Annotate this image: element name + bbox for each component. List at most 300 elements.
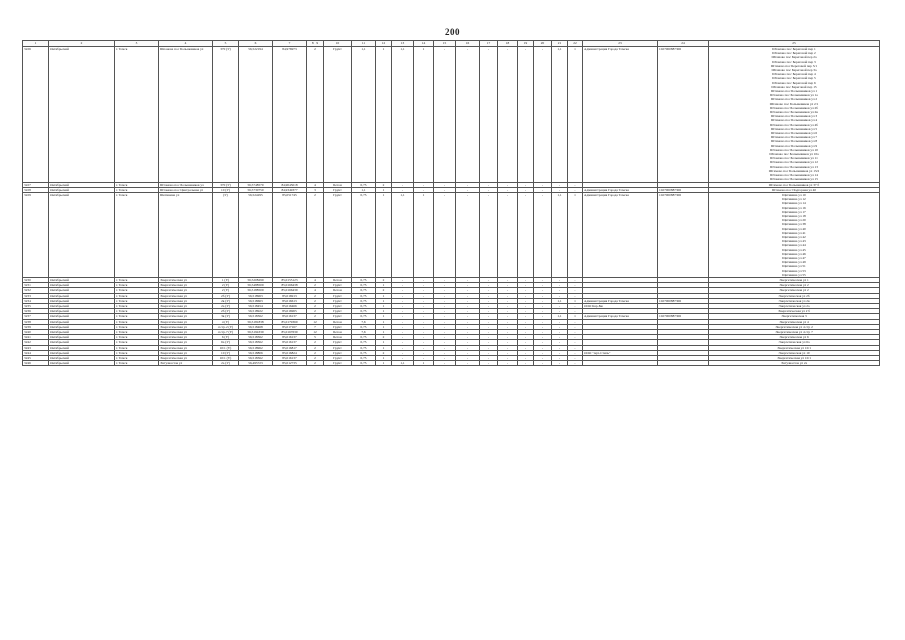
table-cell: - — [518, 350, 534, 355]
table-cell: 1,1 — [392, 47, 414, 183]
table-cell: - — [534, 356, 552, 361]
table-cell: 1027000887306 — [658, 298, 709, 303]
address-item: Штамово пос Большевиков ул 2в — [770, 110, 818, 115]
table-cell: 1 — [414, 47, 434, 183]
address-item: Штамово пос Большевиков ул 3 — [770, 114, 818, 119]
table-cell: 1 — [414, 361, 434, 366]
table-cell: 1 — [376, 345, 392, 350]
table-cell: - — [456, 340, 480, 345]
table-cell: Октябрьский — [49, 314, 115, 319]
table-cell: Октябрьский — [49, 288, 115, 293]
table-cell: 3227 — [23, 182, 49, 187]
address-item: Энергетическая ул 2в — [778, 298, 810, 303]
address-item: Энергетическая 3 — [781, 314, 807, 319]
table-cell: - — [518, 182, 534, 187]
table-cell: 0,75 — [352, 288, 376, 293]
table-cell: 85,016137 — [273, 335, 307, 340]
table-cell: 12 — [307, 330, 324, 335]
table-cell: г. Томск — [115, 47, 159, 183]
table-cell: - — [392, 319, 414, 324]
address-item: Штамово пос Береговой пер 2а — [771, 55, 817, 60]
table-cell: - — [414, 303, 434, 308]
table-cell: - — [480, 303, 498, 308]
table-cell: - — [498, 356, 518, 361]
table-cell: Энергетическая ул — [159, 298, 213, 303]
table-cell: - — [568, 324, 583, 329]
table-cell: - — [392, 283, 414, 288]
address-item: Штамово пос Большевиков ул 4б — [770, 122, 818, 127]
address-item: Энергетическая ул 4 — [779, 319, 809, 324]
table-cell: г. Томск — [115, 350, 159, 355]
table-cell: - — [480, 356, 498, 361]
table-cell: Октябрьский — [49, 345, 115, 350]
table-cell: 2б (У) — [213, 309, 239, 314]
address-item: Щетинина ул 49 — [782, 260, 806, 265]
table-cell: - — [518, 288, 534, 293]
table-cell: Октябрьский — [49, 324, 115, 329]
table-cell: - — [480, 335, 498, 340]
address-item: Щетинина ул 41 — [782, 230, 806, 235]
table-cell: - — [392, 330, 414, 335]
table-cell: 3239 — [23, 324, 49, 329]
table-cell: Грунт — [324, 47, 352, 183]
table-cell: 1 — [376, 324, 392, 329]
table-row — [23, 361, 880, 366]
address-item: Щетинина ул 46 — [782, 251, 806, 256]
table-cell: Энергетическая ул — [159, 277, 213, 282]
table-cell: - — [480, 298, 498, 303]
table-cell: Энергетическая ул — [159, 283, 213, 288]
table-cell: 2 — [376, 182, 392, 187]
table-cell: - — [534, 330, 552, 335]
table-cell: 0,75 — [352, 309, 376, 314]
table-cell: 56,518663 — [239, 298, 273, 303]
table-cell: Октябрьский — [49, 303, 115, 308]
address-item: Штамово пос Подгорная ул 40 — [771, 187, 817, 192]
table-cell: г. Томск — [115, 277, 159, 282]
table-cell: Грунт — [324, 361, 352, 366]
table-cell: 85,016137 — [273, 340, 307, 345]
address-item: Энергетическая ул 6а — [778, 340, 810, 345]
table-cell: Штамово пос Центральная ул — [159, 187, 213, 192]
table-cell: - — [392, 340, 414, 345]
table-row — [23, 47, 880, 183]
table-cell: Бетон — [324, 277, 352, 282]
table-cell: - — [498, 303, 518, 308]
table-cell: Энергетическая ул — [159, 356, 213, 361]
table-cell: 56,518922 — [239, 309, 273, 314]
page-number: 200 — [445, 27, 460, 37]
table-cell: - — [392, 288, 414, 293]
table-cell: 2 — [307, 283, 324, 288]
column-header: 7 — [273, 41, 307, 47]
table-cell: - — [434, 324, 456, 329]
address-item: Штамово пос Большевиков ул 1 — [770, 89, 818, 94]
table-cell: - — [568, 288, 583, 293]
table-cell: 1,1 — [552, 47, 568, 183]
table-cell: 1 — [376, 361, 392, 366]
table-cell: 3241 — [23, 335, 49, 340]
table-cell: - — [534, 283, 552, 288]
table-cell: - — [434, 361, 456, 366]
table-cell: - — [480, 361, 498, 366]
table-cell: Администрация Города Томска — [583, 298, 658, 303]
table-cell: 56,518362 — [239, 340, 273, 345]
table-cell: 1 — [376, 187, 392, 192]
table-cell — [658, 361, 709, 366]
table-cell: 1 — [376, 293, 392, 298]
address-item: Энергетическая ул 6 — [779, 335, 809, 340]
table-cell: Администрация Города Томска — [583, 47, 658, 183]
table-cell: 2 — [307, 293, 324, 298]
table-body — [23, 47, 880, 366]
table-cell: - — [414, 277, 434, 282]
table-cell: 56,518962 — [239, 345, 273, 350]
table-cell: Октябрьский — [49, 319, 115, 324]
table-cell: Бетон — [324, 182, 352, 187]
table-cell: - — [568, 356, 583, 361]
table-cell: - — [534, 192, 552, 277]
table-cell: Октябрьский — [49, 182, 115, 187]
table-cell: 3233 — [23, 293, 49, 298]
address-item: Штамово пос Береговой пер 1 — [772, 47, 816, 51]
table-cell: 0,75 — [352, 298, 376, 303]
column-header: 8 — [311, 41, 314, 45]
table-cell: 56,518468 — [239, 324, 273, 329]
table-cell: - — [392, 303, 414, 308]
table-cell: 0,75 — [352, 283, 376, 288]
address-item: Штамово пос Большевиков ул 10 — [770, 147, 818, 152]
table-cell: 3234 — [23, 298, 49, 303]
table-cell: г. Томск — [115, 314, 159, 319]
table-cell: - — [552, 324, 568, 329]
table-cell: - — [568, 303, 583, 308]
table-cell: - — [518, 277, 534, 282]
table-cell: - — [414, 340, 434, 345]
table-cell: 7,6 — [352, 330, 376, 335]
table-cell: 2а (У) — [213, 303, 239, 308]
table-cell: - — [498, 324, 518, 329]
table-cell: 1027000887306 — [658, 187, 709, 192]
table-cell: - — [414, 356, 434, 361]
table-cell: 0,75 — [352, 335, 376, 340]
table-cell: - — [498, 309, 518, 314]
table-cell: - — [434, 283, 456, 288]
table-cell: - — [456, 314, 480, 319]
table-cell: - — [552, 345, 568, 350]
table-cell: - — [534, 350, 552, 355]
table-cell: - — [534, 324, 552, 329]
table-cell: 84,976973 — [273, 47, 307, 183]
table-cell: 1 — [376, 283, 392, 288]
table-cell: 3246 — [23, 361, 49, 366]
table-cell: Энергетическая ул — [159, 340, 213, 345]
table-cell: 3242 — [23, 340, 49, 345]
table-cell: 56,5208299 — [239, 277, 273, 282]
table-cell: 56,5188509 — [239, 288, 273, 293]
table-cell: Грунт — [324, 293, 352, 298]
table-cell: - — [518, 293, 534, 298]
column-header: 8 9 — [307, 41, 324, 47]
table-cell: 2в (У) — [213, 298, 239, 303]
table-cell: 1 (У) — [213, 277, 239, 282]
table-cell: 2 — [307, 356, 324, 361]
table-cell: 2 — [376, 277, 392, 282]
column-header: 1 — [23, 41, 49, 47]
address-item: Энергетическая ул 2б — [778, 293, 810, 298]
table-cell: Бетон — [324, 288, 352, 293]
address-item: Штамово пос Большевиков ул 37 б — [768, 182, 820, 187]
address-item: Щетинина ул 17 — [782, 209, 806, 214]
table-cell: 370 (У) — [213, 182, 239, 187]
column-header: 16 — [456, 41, 480, 47]
table-cell: 85,016466 — [273, 303, 307, 308]
table-cell: - — [456, 324, 480, 329]
table-cell: - — [534, 319, 552, 324]
table-cell: 10 (У) — [213, 350, 239, 355]
column-header: 21 — [552, 41, 568, 47]
table-cell: 1 — [568, 298, 583, 303]
table-cell: Администрация Города Томска — [583, 192, 658, 277]
table-cell: - — [414, 298, 434, 303]
table-cell: - — [434, 356, 456, 361]
address-item: Энергетическая ул 1 — [779, 277, 809, 282]
table-cell: - — [552, 293, 568, 298]
table-cell: - — [434, 319, 456, 324]
address-item: Щетинина ул 55 — [782, 272, 806, 277]
table-cell: - — [498, 345, 518, 350]
table-cell: Бетон — [324, 319, 352, 324]
table-cell: - — [552, 335, 568, 340]
table-cell: 3245 — [23, 356, 49, 361]
table-cell: - — [552, 356, 568, 361]
table-cell: 0,75 — [352, 303, 376, 308]
table-cell: Энергетическая ул — [159, 309, 213, 314]
table-cell: - — [392, 309, 414, 314]
table-cell: 1027000887306 — [658, 314, 709, 319]
table-cell: Октябрьский — [49, 330, 115, 335]
table-cell: 0,75 — [352, 361, 376, 366]
table-cell: 2 — [307, 314, 324, 319]
table-cell: г. Томск — [115, 345, 159, 350]
address-item: Щетинина ул 51 — [782, 264, 806, 269]
column-header: 25 — [709, 41, 880, 47]
table-cell: - — [392, 356, 414, 361]
table-cell: - — [498, 277, 518, 282]
table-cell: 0,75 — [352, 345, 376, 350]
table-cell: 1 — [376, 330, 392, 335]
table-cell: - — [534, 314, 552, 319]
table-cell: - — [568, 350, 583, 355]
table-cell: 56,518362 — [239, 356, 273, 361]
table-cell: - — [498, 298, 518, 303]
table-cell: - — [498, 330, 518, 335]
table-cell: - — [552, 303, 568, 308]
address-item: Щетинина ул 53 — [782, 268, 806, 273]
table-cell: - — [518, 324, 534, 329]
table-cell: г. Томск — [115, 330, 159, 335]
table-cell: 2 — [307, 361, 324, 366]
table-cell: 85,0179360 — [273, 319, 307, 324]
table-cell: - — [392, 187, 414, 192]
table-cell: - — [392, 182, 414, 187]
table-cell: 1,1 — [352, 187, 376, 192]
table-cell: - — [434, 47, 456, 183]
table-cell: 1,1 — [392, 192, 414, 277]
table-cell: г. Томск — [115, 361, 159, 366]
table-cell: Бетон — [324, 330, 352, 335]
table-cell: Грунт — [324, 309, 352, 314]
table-cell: 3240 — [23, 330, 49, 335]
table-cell: г. Томск — [115, 283, 159, 288]
table-cell: 4 стр.7 (У) — [213, 330, 239, 335]
column-header: 3 — [115, 41, 159, 47]
table-cell: 85,016913 — [273, 293, 307, 298]
table-cell: 1 — [376, 319, 392, 324]
table-cell: 85,0166438 — [273, 283, 307, 288]
table-row — [23, 192, 880, 277]
table-cell: - — [434, 303, 456, 308]
table-cell: Бетон — [324, 335, 352, 340]
table-cell: 85,016965 — [273, 309, 307, 314]
table-cell: Энергетическая ул — [159, 293, 213, 298]
registry-table — [22, 40, 880, 366]
address-item: Штамово пос Большевиков ул 2/1 — [769, 101, 819, 106]
table-cell: - — [518, 192, 534, 277]
column-header: 20 — [534, 41, 552, 47]
table-cell: Октябрьский — [49, 309, 115, 314]
address-item: Щетинина ул 12 — [782, 197, 806, 202]
table-cell: - — [498, 182, 518, 187]
table-cell: 85,0166439 — [273, 288, 307, 293]
table-cell: 1027000887306 — [658, 47, 709, 183]
table-cell: Энергетическая ул — [159, 335, 213, 340]
table-cell: - — [552, 319, 568, 324]
table-cell: - — [498, 283, 518, 288]
table-cell: Октябрьский — [49, 335, 115, 340]
address-item: Штамово пос Большевиков ул 11 — [770, 156, 818, 161]
table-cell: 3244 — [23, 350, 49, 355]
table-cell: - — [568, 340, 583, 345]
address-item: Энергетическая ул 4 стр 2 — [775, 324, 813, 329]
table-cell: - — [414, 335, 434, 340]
table-cell: Октябрьский — [49, 192, 115, 277]
address-item: Штамово пос Большевиков ул 2б — [770, 105, 818, 110]
table-cell: г. Томск — [115, 303, 159, 308]
table-cell: Грунт — [324, 345, 352, 350]
table-cell: Шпанова пос Большевиков ул — [159, 47, 213, 183]
table-cell: - — [568, 335, 583, 340]
table-cell: - — [568, 309, 583, 314]
table-cell: - — [480, 277, 498, 282]
table-cell: Энергетическая ул — [159, 303, 213, 308]
table-cell: - — [414, 283, 434, 288]
table-cell: 56,5748570 — [239, 182, 273, 187]
table-cell: 0,75 — [352, 356, 376, 361]
table-cell: 3228 — [23, 187, 49, 192]
table-cell: - — [552, 309, 568, 314]
table-cell: - — [414, 182, 434, 187]
address-item: Штамово пос Большевиков ул 14 — [770, 173, 818, 178]
table-cell: - — [518, 303, 534, 308]
table-cell: - — [480, 340, 498, 345]
column-header: 18 — [498, 41, 518, 47]
address-item: Штамово пос Береговой пер 5 — [772, 76, 816, 81]
table-cell: - — [456, 293, 480, 298]
table-cell: 84,9349377 — [273, 187, 307, 192]
table-cell: - — [518, 187, 534, 192]
table-cell: 85,016137 — [273, 356, 307, 361]
table-cell: 3231 — [23, 283, 49, 288]
table-cell: - — [480, 47, 498, 183]
table-cell: - — [392, 298, 414, 303]
address-item: Энтузиастов ул 2а — [780, 361, 808, 366]
address-item: Щетинина ул 40 — [782, 226, 806, 231]
address-item: Энергетическая ул 2а — [778, 303, 810, 308]
table-cell: - — [498, 187, 518, 192]
table-cell: Грунт — [324, 314, 352, 319]
table-cell: - — [456, 192, 480, 277]
address-item: Штамово пос Большевиков ул 10а — [769, 152, 819, 157]
table-cell: - — [518, 356, 534, 361]
table-cell: - — [534, 47, 552, 183]
table-cell: - — [456, 187, 480, 192]
table-cell: - — [434, 298, 456, 303]
table-cell: - — [392, 277, 414, 282]
column-header: 24 — [658, 41, 709, 47]
column-header: 11 — [352, 41, 376, 47]
table-cell: 7,6 — [352, 319, 376, 324]
table-cell: 56,518963 — [239, 293, 273, 298]
table-cell: 1 — [376, 356, 392, 361]
table-cell: - — [518, 330, 534, 335]
address-item: Щетинина ул 10 — [782, 192, 806, 197]
table-cell: - — [456, 345, 480, 350]
table-cell: 10 (У) — [213, 187, 239, 192]
table-cell: - — [534, 303, 552, 308]
table-cell: Грунт — [324, 340, 352, 345]
address-item: Штамово пос Большевиков ул 8 — [770, 139, 818, 144]
table-cell: - — [534, 182, 552, 187]
table-cell: 3237 — [23, 314, 49, 319]
table-cell: Октябрьский — [49, 283, 115, 288]
column-header: 17 — [480, 41, 498, 47]
table-cell: Энергетическая ул — [159, 330, 213, 335]
column-header: 22 — [568, 41, 583, 47]
table-cell: - — [534, 335, 552, 340]
table-cell: 4 — [307, 277, 324, 282]
address-item: Штамово пос Большевиков ул 7 — [770, 135, 818, 140]
address-item: Штамово пос Большевиков ул 5 — [770, 126, 818, 131]
table-cell: - — [568, 361, 583, 366]
table-cell: - — [456, 330, 480, 335]
table-cell: г. Томск — [115, 340, 159, 345]
table-cell: - — [568, 293, 583, 298]
address-item: Штамово пос Большевиков ул 6 — [770, 131, 818, 136]
table-cell: 7 — [307, 324, 324, 329]
table-cell: - — [534, 277, 552, 282]
table-cell: 4 — [307, 288, 324, 293]
column-header: 14 — [414, 41, 434, 47]
column-header: 12 — [376, 41, 392, 47]
table-cell: г. Томск — [115, 309, 159, 314]
table-cell: 85,0155123 — [273, 277, 307, 282]
table-cell: - — [434, 293, 456, 298]
table-cell: - — [534, 309, 552, 314]
table-cell: - — [414, 345, 434, 350]
table-cell: - — [498, 288, 518, 293]
table-cell: г. Томск — [115, 319, 159, 324]
